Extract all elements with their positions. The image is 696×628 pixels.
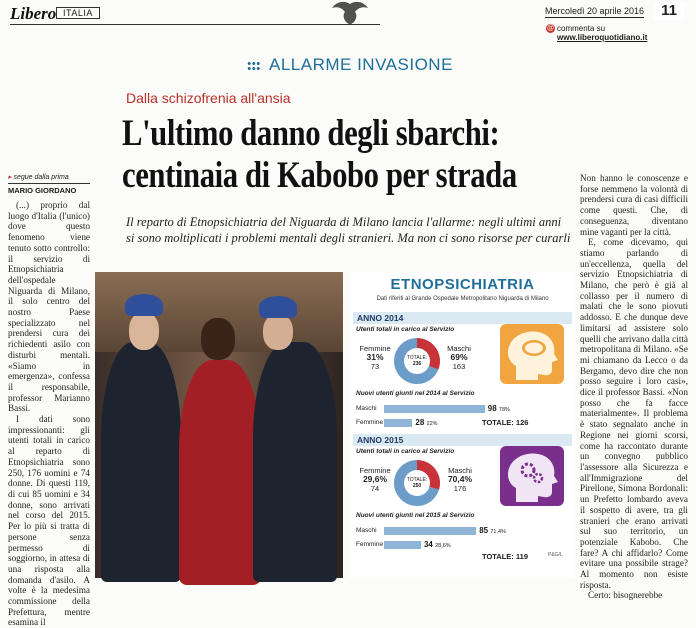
female-count-2015: 74 (370, 484, 380, 493)
newspaper-logo: Libero (10, 4, 57, 23)
bar-value-male-2015 (479, 526, 506, 535)
comment-link[interactable] (557, 24, 696, 42)
donut-2015 (394, 460, 440, 506)
continued-from: ▸ segue dalla prima (8, 173, 69, 181)
bar-label-male-2014: Maschi (356, 405, 377, 412)
masthead-rule (10, 24, 380, 25)
photo-officer-left-face (129, 312, 159, 350)
male-stat-2015 (442, 466, 478, 493)
head-gears-icon (500, 446, 564, 506)
male-pct-2015: 70,4% (447, 474, 473, 484)
bar-female-pct-2014: 22% (426, 421, 438, 427)
new-total-value-2014: 126 (515, 418, 529, 427)
right-paragraph-2: E, come dicevamo, qui stiamo parlando di un'eccellenza, quella del servizio Etnopsichiatria di Milano, che però è già al collasso per il numero di malati che le sono piovuti addosso. E che dunque deve limitarsi ad assistere solo quelli che arrivano dalla città metropolitana di Milano. «Se mi chiamano da Lecco o da Bergamo, devo dire che non posso seguire i loro casi», dice il professor Bassi. «Non posso che fa facce materialmente». Il problema è stato segnalato anche in Regione nei giorni scorsi, come ha raccontato durante un convegno pubblico l'assessore alla Sicurezza e all'Immigrazione del Pirellone, Simona Bordonali: un Prefetto lombardo aveva il sospetto di avere, tra gli stranieri che erano arrivati sul suo territorio, un potenziale Kabobo. Che fare? A chi affidarlo? Come evitare una possibile strage? Al momento non esiste risposta. (580, 237, 688, 590)
bar-value-female-2015 (424, 540, 451, 549)
donut-2014 (394, 338, 440, 384)
photo-officer-left-cap (125, 294, 163, 316)
bar-male-2014 (384, 405, 485, 413)
bar-track-male-2014 (384, 405, 536, 413)
female-label-2014: Femmine (359, 344, 391, 353)
headline (122, 113, 517, 197)
new-total-2014 (482, 418, 528, 427)
headline-line-2: centinaia di Kabobo per strada (122, 155, 517, 196)
left-paragraph-1: (...) proprio dal luogo d'Italia (l'unico) dove questo fenomeno viene tenuto sotto controllo: il servizio di Etnopsichiatria dell'ospedale Niguarda di Milano, il solo centro del nostro Paese specializzato nel prendersi cura dei richiedenti asilo con disturbi mentali. «Siamo in emergenza», confessa il responsabile, professor Marianno Bassi. (8, 200, 90, 414)
female-count-2014: 73 (370, 362, 380, 371)
female-pct-2014: 31% (366, 352, 384, 362)
page-number: 11 (654, 2, 684, 20)
left-paragraph-2: I dati sono impressionanti: gli utenti totali in carico al reparto di Etnopsichiatria sono 250, 176 uomini e 74 donne. Di questi 119, di cui 85 uomini e 34 donne, sono arrivati nel corso del 2015. Per lo più si tratta di persone senza permesso di soggiorno, in attesa di una risposta alla domanda d'asilo. A volte è la medesima commissione della Prefettura, mentre esamina il (8, 414, 90, 628)
at-sign-icon: @ (546, 25, 555, 32)
bar-track-female-2015 (384, 541, 536, 549)
section-tag: ITALIA (56, 7, 100, 19)
comment-prefix: commenta su (557, 24, 606, 33)
bar-male-pct-2014: 78% (498, 407, 510, 413)
bar-male-pct-2015: 71,4% (490, 529, 506, 535)
bar-female-value-2015: 34 (423, 540, 433, 549)
bar-label-male-2015: Maschi (356, 527, 377, 534)
female-label-2015: Femmine (359, 466, 391, 475)
new-total-label-2014: TOTALE: (482, 418, 514, 427)
photo-man-coat (179, 360, 261, 585)
new-total-2015 (482, 552, 528, 561)
new-users-label-2014: Nuovi utenti giunti nel 2014 al Servizio (356, 390, 475, 397)
subtitle: Dalla schizofrenia all'ansia (126, 90, 291, 106)
author-byline: MARIO GIORDANO (8, 183, 90, 195)
site-url[interactable]: www.liberoquotidiano.it (557, 33, 648, 42)
photo-man-face (201, 318, 235, 360)
masthead (0, 0, 696, 40)
bar-label-female-2014: Femmine (356, 419, 384, 426)
infographic-title: ETNOPSICHIATRIA (390, 276, 535, 293)
infographic (350, 272, 575, 578)
female-pct-2015: 29,6% (362, 474, 388, 484)
female-stat-2015 (356, 466, 394, 493)
male-stat-2014 (444, 344, 474, 371)
head-speech-bubble-icon (500, 324, 564, 384)
donut-total-2014: 236 (412, 361, 422, 367)
issue-date: Mercoledì 20 aprile 2016 (545, 6, 645, 16)
male-label-2014: Maschi (447, 344, 471, 353)
eagle-emblem-icon (330, 0, 370, 26)
donut-total-label-2015: TOTALE: (406, 477, 428, 483)
headline-line-1: L'ultimo danno degli sbarchi: (122, 113, 500, 154)
bar-female-2014 (384, 419, 412, 427)
bar-label-female-2015: Femmine (356, 541, 384, 548)
new-users-label-2015: Nuovi utenti giunti nel 2015 al Servizio (356, 512, 475, 519)
users-label-2014: Utenti totali in carico al Servizio (356, 326, 455, 333)
bar-track-male-2015 (384, 527, 536, 535)
infographic-credit: P&G/L (548, 552, 563, 558)
year-band-2015: ANNO 2015 (353, 434, 572, 446)
photo-officer-right-face (263, 314, 293, 350)
male-pct-2014: 69% (450, 352, 468, 362)
infographic-note: Dati riferiti al Grande Ospedale Metropolitano Niguarda di Milano (376, 296, 549, 302)
right-column (580, 173, 688, 601)
kicker-dots-icon (247, 61, 261, 71)
bar-male-value-2014: 98 (487, 404, 497, 413)
bar-female-2015 (384, 541, 421, 549)
right-paragraph-3: Certo: bisognerebbe (588, 590, 663, 601)
donut-center-2015 (404, 470, 430, 496)
kicker (247, 55, 453, 75)
photo-officer-left (101, 342, 181, 582)
donut-total-2015: 250 (412, 483, 422, 489)
news-photo (95, 272, 343, 578)
male-count-2014: 163 (452, 362, 466, 371)
deck: Il reparto di Etnopsichiatria del Niguarda di Milano lancia l'allarme: negli ultimi anni si sono moltiplicati i problemi mentali degli stranieri. Ma non ci sono risorse per curarli (126, 215, 571, 245)
bar-male-value-2015: 85 (479, 526, 489, 535)
new-total-value-2015: 119 (515, 552, 529, 561)
female-stat-2014 (358, 344, 392, 371)
left-column (8, 200, 90, 628)
users-label-2015: Utenti totali in carico al Servizio (356, 448, 455, 455)
bar-male-2015 (384, 527, 476, 535)
photo-officer-right-cap (259, 296, 297, 318)
bar-value-male-2014 (488, 404, 510, 413)
bar-value-female-2014 (415, 418, 437, 427)
year-band-2014: ANNO 2014 (353, 312, 572, 324)
male-label-2015: Maschi (448, 466, 472, 475)
donut-center-2014 (404, 348, 430, 374)
male-count-2015: 176 (453, 484, 467, 493)
right-paragraph-1: Non hanno le conoscenze e forse nemmeno la volontà di prendersi cura di casi difficili come questi. Che, di conseguenza, diventano mine vaganti per la città. (580, 173, 688, 237)
kicker-text: ALLARME INVASIONE (269, 55, 453, 74)
donut-total-label-2014: TOTALE: (406, 355, 428, 361)
bar-female-value-2014: 28 (415, 418, 425, 427)
photo-officer-right (253, 342, 337, 582)
bar-female-pct-2015: 28,6% (435, 543, 451, 549)
new-total-label-2015: TOTALE: (482, 552, 514, 561)
